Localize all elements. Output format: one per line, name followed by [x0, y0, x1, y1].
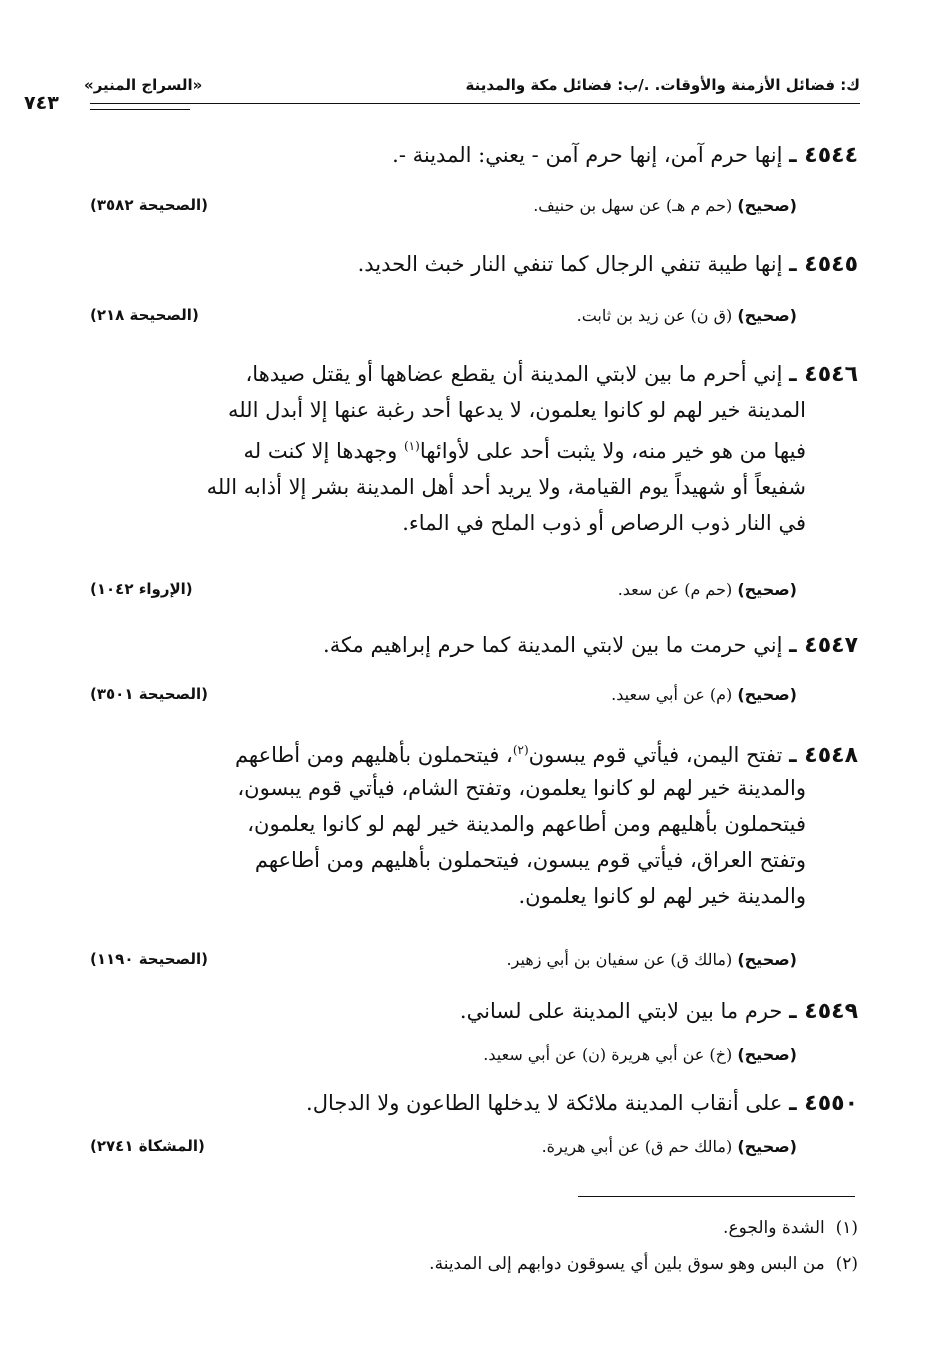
hadith-text-line: شفيعاً أو شهيداً يوم القيامة، ولا يريد أحد أهل المدينة بشر إلا أذابه الله — [206, 475, 806, 499]
hadith-4548 — [88, 732, 858, 774]
hadith-text: إني حرمت ما بين لابتي المدينة كما حرم إبراهيم مكة. — [323, 633, 783, 657]
footnote-rule — [578, 1196, 855, 1197]
hadith-4548-source — [90, 950, 797, 976]
hadith-number: ٤٥٤٥ ـ — [789, 252, 858, 277]
hadith-4545-source — [90, 306, 797, 332]
narrator: (حم م) عن سعد. — [617, 580, 733, 599]
hadith-text-line: فيتحملون بأهليهم ومن أطاعهم والمدينة خير لهم لو كانوا يعلمون، — [247, 812, 806, 836]
hadith-text-line: المدينة خير لهم لو كانوا يعلمون، لا يدعها أحد رغبة عنها إلا أبدل الله — [227, 398, 806, 422]
hadith-text-line: والمدينة خير لهم لو كانوا يعلمون. — [518, 884, 806, 908]
footnote-mark: (٢) — [835, 1254, 858, 1274]
hadith-text: على أنقاب المدينة ملائكة لا يدخلها الطاعون ولا الدجال. — [306, 1091, 783, 1115]
hadith-4550-source — [90, 1137, 797, 1163]
narrator: (حم م هـ) عن سهل بن حنيف. — [533, 196, 733, 215]
hadith-4546 — [88, 356, 858, 393]
hadith-number: ٤٥٤٧ ـ — [789, 633, 858, 658]
hadith-4546-source — [90, 580, 797, 606]
chapter-title: ك: فضائل الأزمنة والأوقات. ./ب: فضائل مكة والمدينة — [465, 76, 860, 94]
narrator: (ق ن) عن زيد بن ثابت. — [576, 306, 733, 325]
hadith-text: حرم ما بين لابتي المدينة على لساني. — [459, 999, 783, 1023]
footnote-mark: (١) — [835, 1218, 858, 1238]
hadith-4545 — [88, 246, 858, 283]
hadith-number: ٤٥٤٤ ـ — [789, 143, 858, 168]
narrator: (م) عن أبي سعيد. — [611, 685, 733, 704]
book-title: «السراج المنير» — [84, 76, 203, 94]
hadith-number: ٤٥٤٩ ـ — [789, 999, 858, 1024]
hadith-text-fragment: تفتح اليمن، فيأتي قوم يبسون — [528, 743, 783, 767]
header-rule — [90, 103, 860, 104]
hadith-4548-body — [90, 770, 806, 914]
hadith-4549 — [88, 993, 858, 1030]
hadith-text: إنها حرم آمن، إنها حرم آمن - يعني: المدينة -. — [392, 143, 783, 167]
reference: (الإرواء ١٠٤٢) — [90, 580, 193, 598]
narrator: (مالك ق) عن سفيان بن أبي زهير. — [506, 950, 733, 969]
hadith-text-line — [90, 428, 806, 469]
grade: (صحيح) — [737, 196, 797, 215]
hadith-4546-body — [90, 392, 806, 541]
hadith-number: ٤٥٤٦ ـ — [789, 362, 858, 387]
hadith-text-line: وتفتح العراق، فيأتي قوم يبسون، فيتحملون بأهليهم ومن أطاعهم — [254, 848, 806, 872]
hadith-4547 — [88, 627, 858, 664]
hadith-text: إنها طيبة تنفي الرجال كما تنفي النار خبث الحديد. — [357, 252, 783, 276]
hadith-text-fragment: فيها من هو خير منه، ولا يثبت أحد على لأوائها — [419, 439, 806, 463]
hadith-number: ٤٥٥٠ ـ — [789, 1091, 858, 1116]
reference: (الصحيحة ٣٥٨٢) — [90, 196, 208, 214]
grade: (صحيح) — [737, 1045, 797, 1064]
reference: (الصحيحة ١١٩٠) — [90, 950, 208, 968]
hadith-text-fragment: ، فيتحملون بأهليهم ومن أطاعهم — [234, 743, 513, 767]
hadith-4544-source — [90, 196, 797, 222]
footnote-1 — [88, 1218, 858, 1238]
footnote-2 — [88, 1254, 858, 1274]
hadith-4550 — [88, 1085, 858, 1122]
footnote-ref[interactable]: (١) — [403, 439, 420, 453]
grade: (صحيح) — [737, 306, 797, 325]
running-header — [84, 70, 860, 100]
footnote-text: من البس وهو سوق بلين أي يسوقون دوابهم إلى المدينة. — [429, 1254, 825, 1274]
hadith-text-line: والمدينة خير لهم لو كانوا يعلمون، وتفتح الشام، فيأتي قوم يبسون، — [237, 776, 806, 800]
grade: (صحيح) — [737, 685, 797, 704]
reference: (الصحيحة ٢١٨) — [90, 306, 199, 324]
narrator: (مالك حم ق) عن أبي هريرة. — [541, 1137, 733, 1156]
reference: (المشكاة ٢٧٤١) — [90, 1137, 205, 1155]
footnote-ref[interactable]: (٢) — [512, 743, 529, 757]
hadith-text-line: في النار ذوب الرصاص أو ذوب الملح في الماء. — [402, 511, 806, 535]
grade: (صحيح) — [737, 580, 797, 599]
hadith-text-fragment: وجهدها إلا كنت له — [243, 439, 398, 463]
page-number: ٧٤٣ — [24, 92, 59, 114]
footnote-text: الشدة والجوع. — [723, 1218, 825, 1238]
header-rule-short — [90, 109, 190, 110]
hadith-4547-source — [90, 685, 797, 711]
reference: (الصحيحة ٣٥٠١) — [90, 685, 208, 703]
hadith-number: ٤٥٤٨ ـ — [789, 743, 858, 768]
hadith-4549-source — [90, 1045, 797, 1071]
grade: (صحيح) — [737, 1137, 797, 1156]
grade: (صحيح) — [737, 950, 797, 969]
hadith-text-line: إني أحرم ما بين لابتي المدينة أن يقطع عضاهها أو يقتل صيدها، — [245, 362, 783, 386]
hadith-4544 — [88, 137, 858, 174]
narrator: (خ) عن أبي هريرة (ن) عن أبي سعيد. — [483, 1045, 733, 1064]
